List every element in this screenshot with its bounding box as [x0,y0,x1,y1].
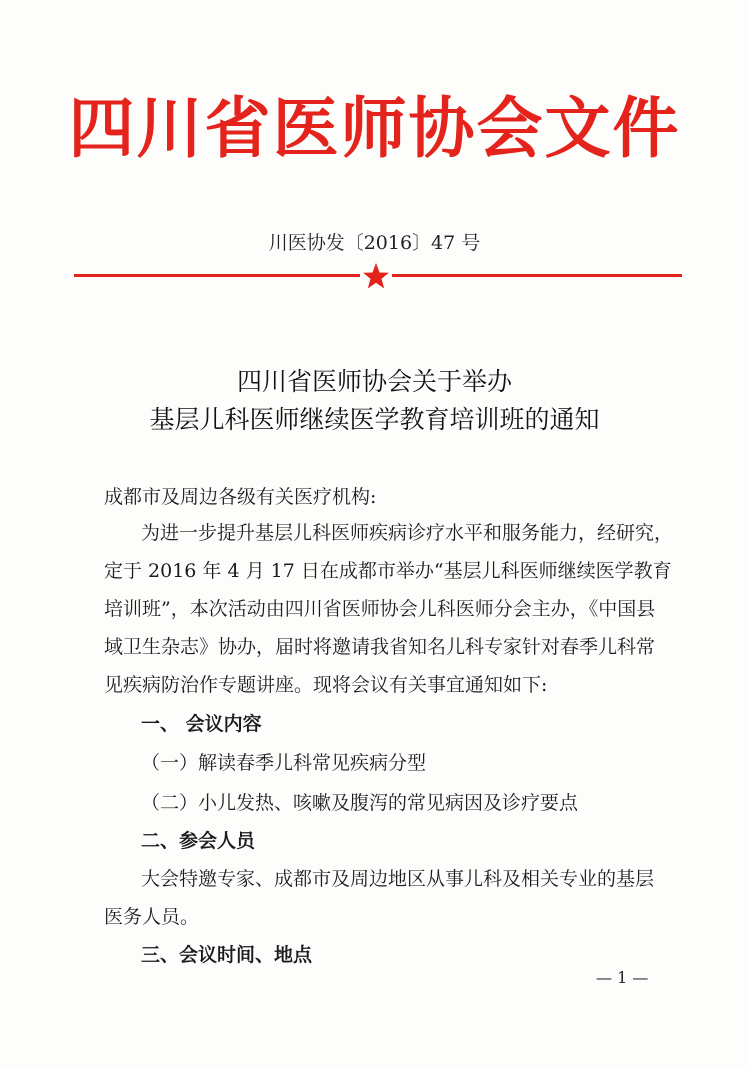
section-item: （一）解读春季儿科常见疾病分型 [141,752,427,774]
notice-title-line-1: 四川省医师协会关于举办 [236,367,512,396]
paragraph-line: 为进一步提升基层儿科医师疾病诊疗水平和服务能力，经研究， [141,522,674,544]
section-heading: 三、会议时间、地点 [141,944,313,966]
section-heading: 二、参会人员 [141,830,256,852]
header-divider-left [74,274,360,277]
org-header-title: 四川省医师协会文件 [68,89,681,167]
paragraph-line: 见疾病防治作专题讲座。现将会议有关事宜通知如下: [104,674,548,696]
paragraph-line: 医务人员。 [104,906,200,928]
paragraph-line: 域卫生杂志》协办，届时将邀请我省知名儿科专家针对春季儿科常 [104,636,656,658]
section-item: （二）小儿发热、咳嗽及腹泻的常见病因及诊疗要点 [141,792,579,814]
paragraph-line: 大会特邀专家、成都市及周边地区从事儿科及相关专业的基层 [141,868,655,890]
red-star-icon [362,262,390,290]
salutation: 成都市及周边各级有关医疗机构: [104,486,377,508]
notice-title-line-2: 基层儿科医师继续医学教育培训班的通知 [149,405,600,434]
paragraph-line: 定于 2016 年 4 月 17 日在成都市举办“基层儿科医师继续医学教育 [104,560,672,582]
page-number: — 1 — [596,968,649,987]
paragraph-line: 培训班”，本次活动由四川省医师协会儿科医师分会主办，《中国县 [104,598,656,620]
header-divider-right [392,274,682,277]
document-number: 川医协发〔2016〕47 号 [268,232,481,254]
section-heading: 一、 会议内容 [141,713,262,735]
